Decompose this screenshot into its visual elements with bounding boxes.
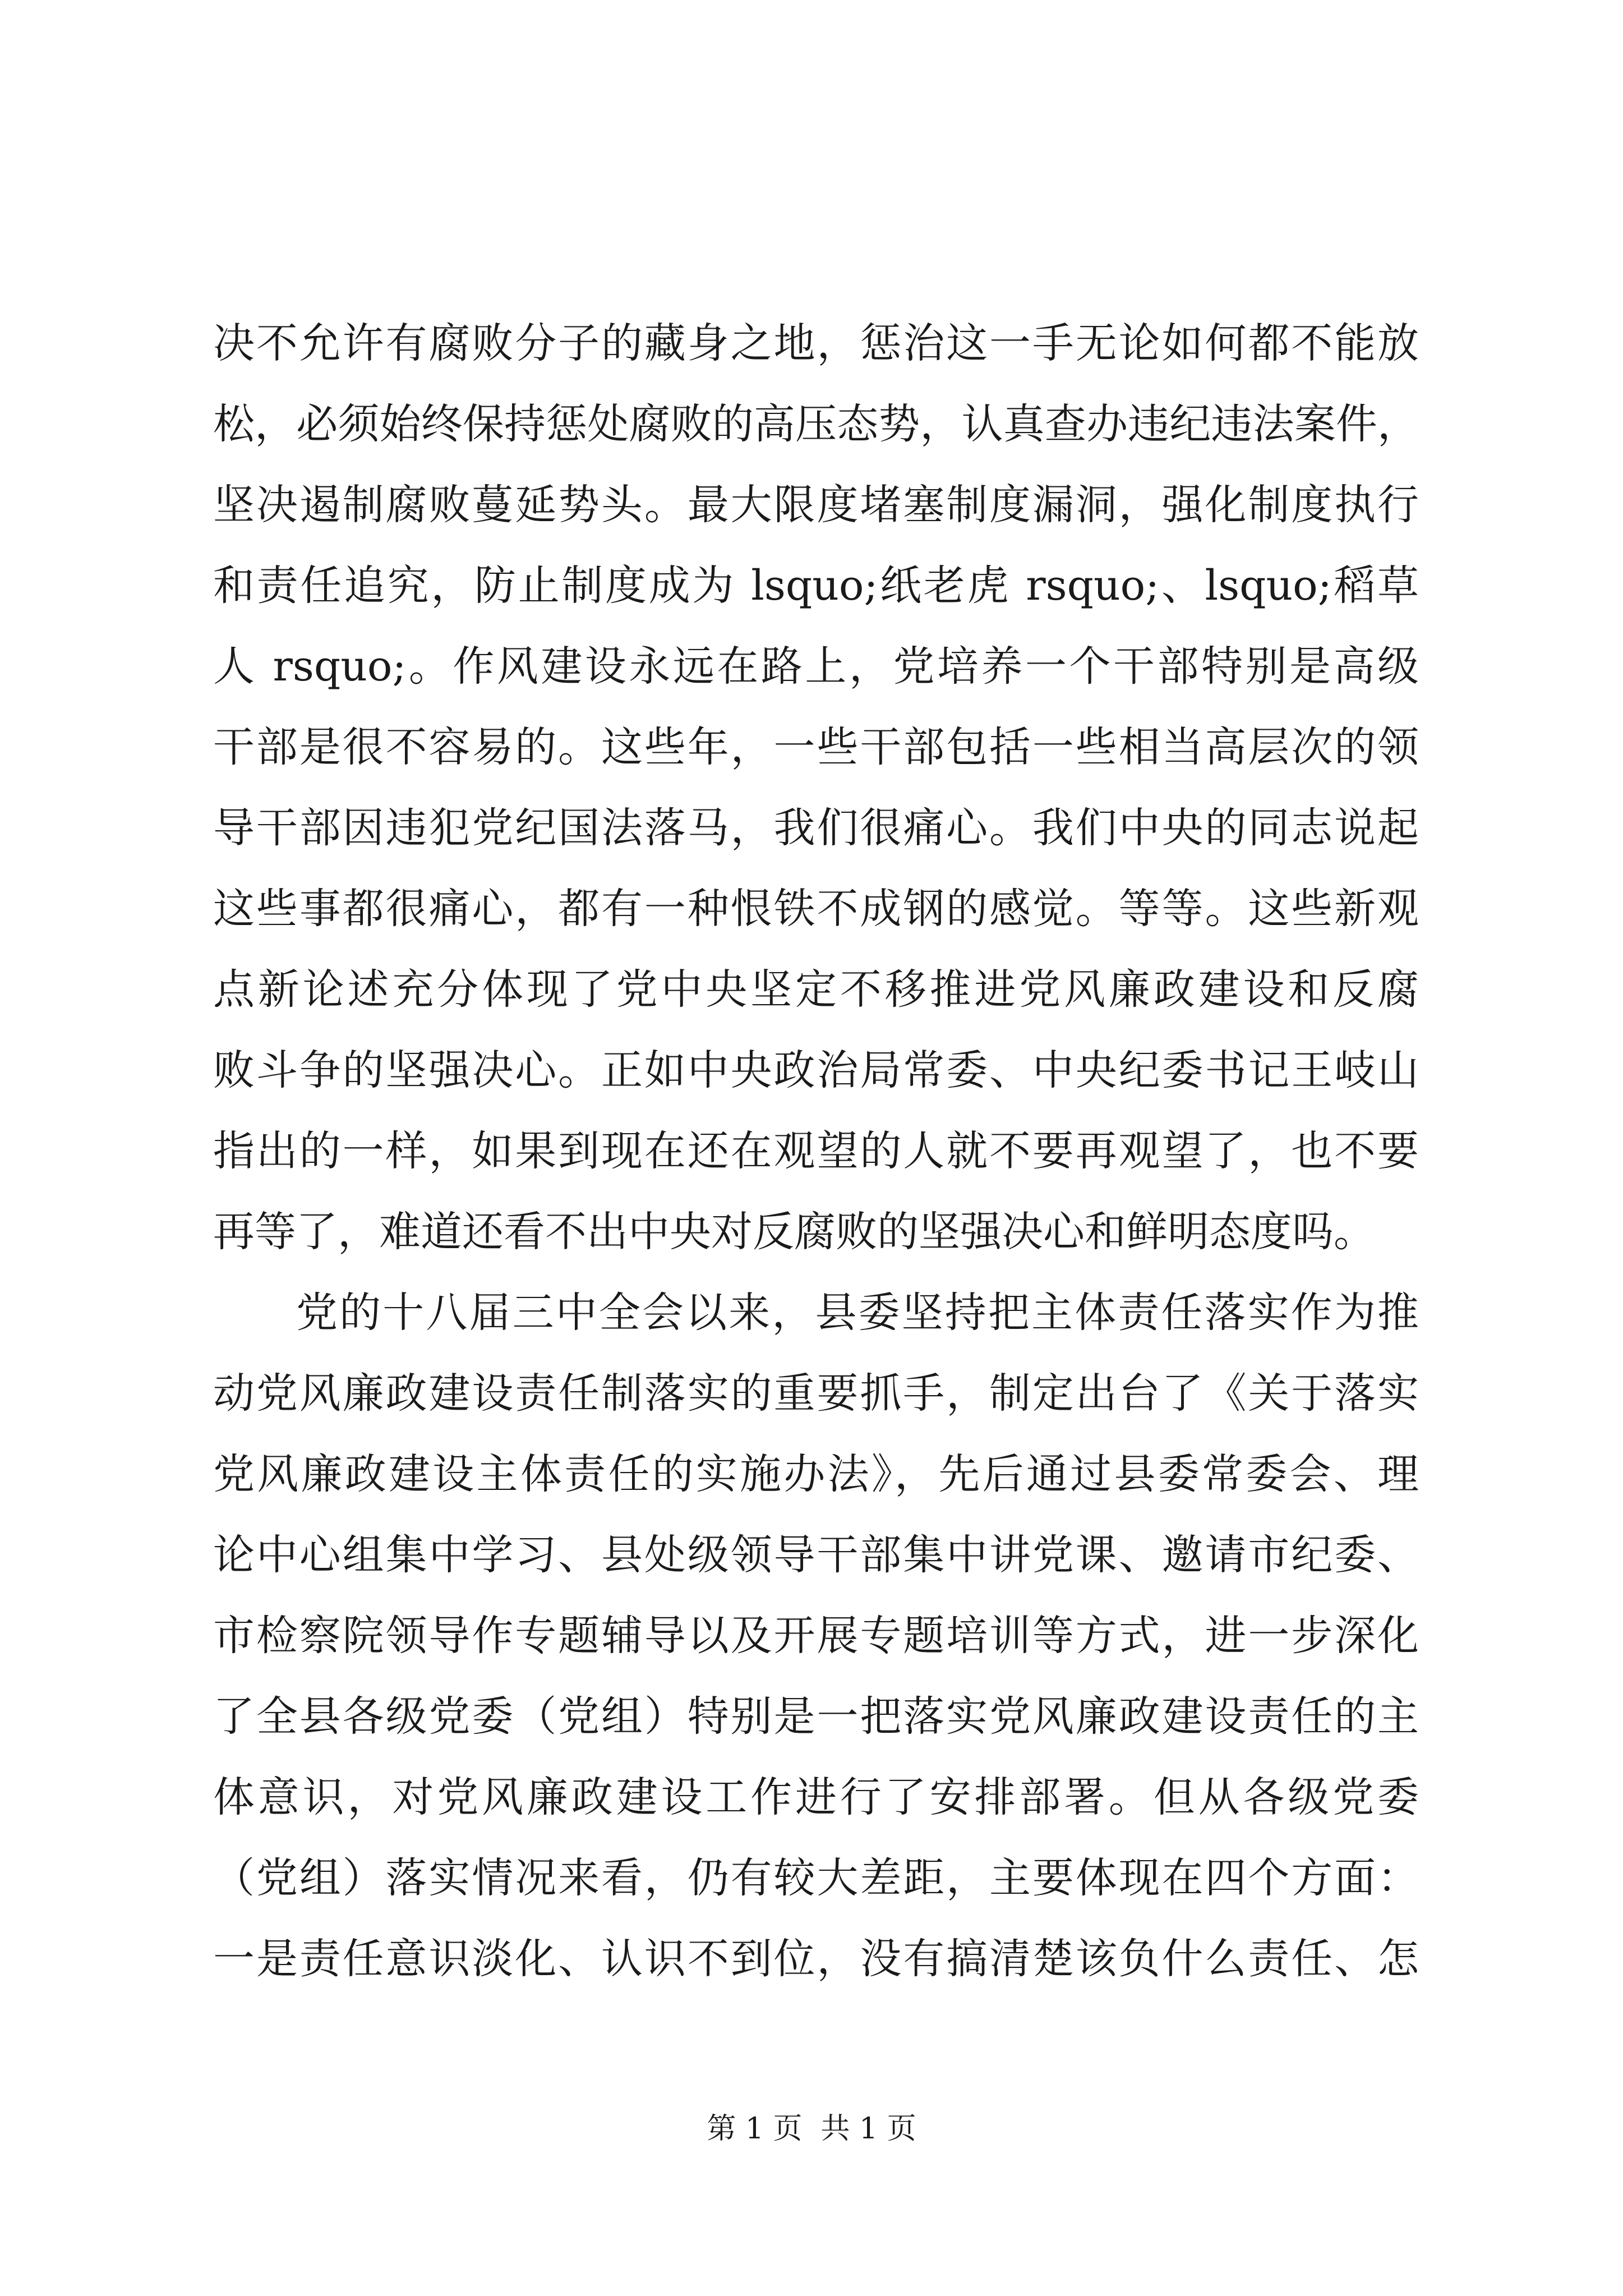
text-line: 市检察院领导作专题辅导以及开展专题培训等方式，进一步深化	[213, 1612, 1419, 1660]
page-number-footer: 第 1 页 共 1 页	[707, 2112, 916, 2146]
text-line: 党风廉政建设主体责任的实施办法》，先后通过县委常委会、理	[213, 1450, 1419, 1498]
text-line: （党组）落实情况来看，仍有较大差距，主要体现在四个方面：	[213, 1854, 1419, 1902]
text-line: 败斗争的坚强决心。正如中央政治局常委、中央纪委书记王岐山	[213, 1046, 1419, 1094]
text-line: 体意识，对党风廉政建设工作进行了安排部署。但从各级党委	[213, 1773, 1419, 1821]
text-line: 再等了，难道还看不出中央对反腐败的坚强决心和鲜明态度吗。	[213, 1208, 1375, 1256]
text-line: 坚决遏制腐败蔓延势头。最大限度堵塞制度漏洞，强化制度执行	[213, 481, 1419, 529]
text-line: 人 rsquo;。作风建设永远在路上，党培养一个干部特别是高级	[213, 642, 1419, 691]
text-line: 干部是很不容易的。这些年，一些干部包括一些相当高层次的领	[213, 723, 1419, 771]
text-line: 这些事都很痛心，都有一种恨铁不成钢的感觉。等等。这些新观	[213, 885, 1419, 933]
text-line: 点新论述充分体现了党中央坚定不移推进党风廉政建设和反腐	[213, 965, 1419, 1014]
text-line: 论中心组集中学习、县处级领导干部集中讲党课、邀请市纪委、	[213, 1531, 1419, 1579]
text-line: 了全县各级党委（党组）特别是一把落实党风廉政建设责任的主	[213, 1692, 1419, 1741]
document-body	[213, 303, 1419, 1999]
text-line: 决不允许有腐败分子的藏身之地，惩治这一手无论如何都不能放	[213, 319, 1419, 367]
text-line: 指出的一样，如果到现在还在观望的人就不要再观望了，也不要	[213, 1127, 1419, 1175]
text-line: 松，必须始终保持惩处腐败的高压态势，认真查办违纪违法案件，	[213, 400, 1419, 448]
text-line: 一是责任意识淡化、认识不到位，没有搞清楚该负什么责任、怎	[213, 1935, 1419, 1983]
text-line: 导干部因违犯党纪国法落马，我们很痛心。我们中央的同志说起	[213, 804, 1419, 852]
text-line: 动党风廉政建设责任制落实的重要抓手，制定出台了《关于落实	[213, 1369, 1419, 1418]
paragraph-first-line: 党的十八届三中全会以来，县委坚持把主体责任落实作为推	[296, 1289, 1419, 1337]
text-line: 和责任追究，防止制度成为 lsquo;纸老虎 rsquo;、lsquo;稻草	[213, 562, 1419, 610]
